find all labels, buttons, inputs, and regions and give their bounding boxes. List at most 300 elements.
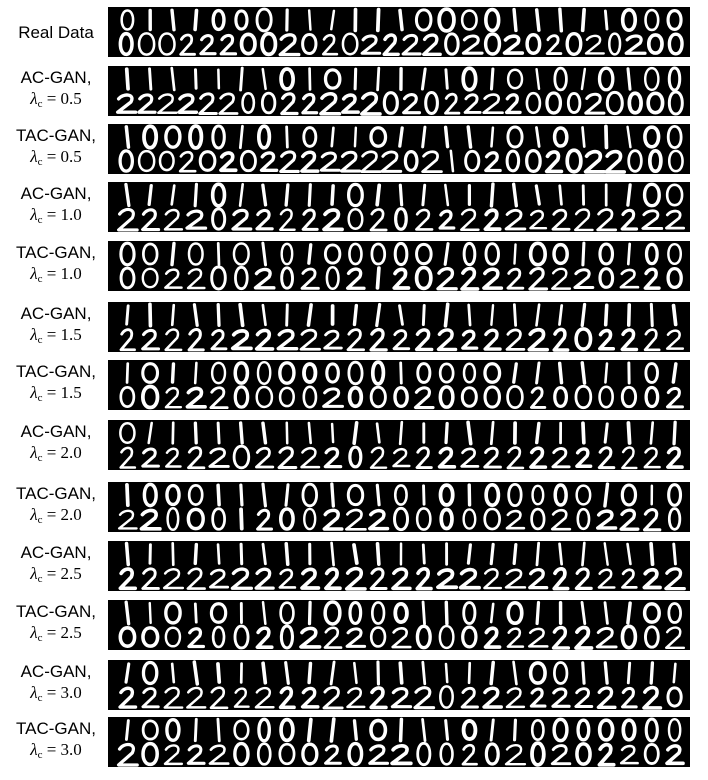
digit-glyph bbox=[418, 743, 430, 764]
digit-glyph bbox=[582, 69, 585, 89]
digit-glyph bbox=[200, 94, 216, 114]
digit-glyph bbox=[143, 210, 159, 230]
digit-glyph bbox=[241, 423, 243, 443]
digit-glyph bbox=[126, 721, 128, 740]
digit-glyph bbox=[139, 95, 155, 112]
digit-glyph bbox=[418, 364, 430, 383]
digit-glyph bbox=[371, 721, 385, 740]
digit-glyph bbox=[484, 569, 500, 588]
digit-glyph bbox=[281, 152, 298, 172]
digit-glyph bbox=[120, 628, 134, 646]
row-label bbox=[6, 717, 106, 767]
digit-glyph bbox=[143, 269, 158, 287]
digit-glyph bbox=[554, 719, 567, 740]
digit-glyph bbox=[166, 330, 182, 350]
digit-glyph bbox=[668, 388, 683, 406]
digit-glyph bbox=[286, 485, 288, 505]
digit-glyph bbox=[309, 185, 310, 206]
digit-glyph bbox=[392, 746, 411, 764]
digit-glyph bbox=[382, 152, 401, 171]
digit-glyph bbox=[484, 269, 501, 288]
digit-glyph bbox=[394, 331, 409, 349]
digit-glyph bbox=[527, 93, 540, 113]
digit-glyph bbox=[241, 68, 243, 90]
digit-glyph bbox=[446, 34, 459, 54]
digit-glyph bbox=[355, 128, 356, 146]
digit-glyph bbox=[505, 36, 523, 53]
digit-glyph bbox=[537, 363, 539, 383]
digit-glyph bbox=[532, 743, 544, 765]
digit-glyph bbox=[119, 744, 138, 764]
digit-glyph bbox=[195, 70, 196, 88]
digit-glyph bbox=[121, 330, 135, 350]
digit-glyph bbox=[143, 569, 159, 589]
digit-glyph bbox=[468, 127, 470, 147]
digit-glyph bbox=[143, 744, 157, 765]
digit-glyph bbox=[181, 35, 195, 54]
digit-glyph bbox=[668, 244, 680, 264]
digit-glyph bbox=[462, 688, 477, 707]
digit-glyph bbox=[279, 448, 296, 468]
digit-glyph bbox=[582, 602, 585, 623]
digit-glyph bbox=[575, 209, 592, 229]
digit-glyph bbox=[235, 267, 247, 288]
digit-glyph bbox=[462, 11, 476, 30]
digit-glyph bbox=[423, 185, 425, 205]
digit-glyph bbox=[210, 746, 228, 764]
digit-glyph bbox=[426, 93, 438, 114]
digit-glyph bbox=[486, 628, 500, 647]
digit-glyph bbox=[180, 152, 195, 171]
digit-glyph bbox=[187, 688, 205, 707]
digit-glyph bbox=[195, 719, 196, 740]
digit-glyph bbox=[165, 688, 182, 708]
digit-glyph bbox=[127, 306, 128, 324]
digit-glyph bbox=[371, 569, 386, 589]
digit-glyph bbox=[281, 626, 292, 648]
row-lambda-value: $\lambda_c = 1.5$ bbox=[30, 325, 82, 346]
sample-row bbox=[0, 360, 708, 410]
digit-glyph bbox=[446, 423, 447, 442]
digit-glyph bbox=[126, 602, 128, 624]
digit-glyph bbox=[600, 387, 613, 407]
digit-glyph bbox=[213, 209, 225, 229]
row-label bbox=[6, 541, 106, 591]
digit-glyph bbox=[491, 544, 493, 563]
digit-glyph bbox=[257, 211, 272, 229]
digit-glyph bbox=[578, 720, 589, 740]
digit-glyph bbox=[120, 151, 132, 171]
digit-glyph bbox=[468, 422, 471, 443]
digit-glyph bbox=[349, 184, 363, 205]
digit-glyph bbox=[416, 10, 431, 30]
sample-row bbox=[0, 7, 708, 57]
digit-samples-image bbox=[108, 302, 690, 352]
digit-glyph bbox=[213, 11, 224, 30]
digit-glyph bbox=[166, 388, 181, 407]
digit-glyph bbox=[567, 150, 581, 172]
digit-glyph bbox=[628, 603, 630, 623]
digit-glyph bbox=[143, 662, 156, 683]
row-label bbox=[6, 600, 106, 650]
digit-glyph bbox=[168, 508, 179, 529]
digit-glyph bbox=[303, 35, 316, 54]
digit-glyph bbox=[263, 69, 266, 89]
digit-glyph bbox=[537, 603, 538, 624]
digit-glyph bbox=[536, 128, 539, 147]
digit-glyph bbox=[371, 688, 386, 707]
digit-glyph bbox=[370, 511, 388, 529]
digit-glyph bbox=[646, 10, 659, 30]
digit-glyph bbox=[650, 151, 661, 171]
digit-glyph bbox=[553, 689, 569, 706]
row-lambda-value: $\lambda_c = 2.0$ bbox=[30, 505, 82, 526]
digit-glyph bbox=[508, 448, 523, 468]
digit-glyph bbox=[463, 68, 475, 90]
digit-glyph bbox=[651, 304, 652, 325]
row-label bbox=[6, 241, 106, 291]
digit-glyph bbox=[172, 305, 173, 325]
digit-glyph bbox=[465, 95, 480, 113]
sample-row bbox=[0, 302, 708, 352]
digit-glyph bbox=[628, 69, 630, 89]
digit-glyph bbox=[331, 719, 333, 741]
digit-glyph bbox=[235, 363, 247, 383]
digit-glyph bbox=[554, 627, 569, 647]
digit-glyph bbox=[372, 244, 385, 264]
digit-glyph bbox=[262, 34, 275, 55]
digit-glyph bbox=[118, 95, 136, 112]
digit-glyph bbox=[439, 9, 454, 31]
digit-glyph bbox=[536, 186, 539, 204]
digit-glyph bbox=[461, 210, 478, 230]
digit-glyph bbox=[166, 628, 180, 647]
digit-glyph bbox=[218, 719, 219, 741]
digit-glyph bbox=[605, 543, 608, 564]
digit-glyph bbox=[577, 486, 590, 505]
digit-glyph bbox=[355, 69, 356, 89]
digit-glyph bbox=[560, 363, 562, 382]
digit-glyph bbox=[235, 721, 249, 739]
digit-glyph bbox=[586, 152, 605, 172]
digit-glyph bbox=[649, 35, 662, 53]
digit-glyph bbox=[189, 243, 203, 264]
digit-glyph bbox=[179, 95, 196, 112]
digit-glyph bbox=[537, 10, 539, 30]
digit-glyph bbox=[622, 570, 636, 588]
digit-samples-image bbox=[108, 182, 690, 232]
digit-glyph bbox=[362, 36, 380, 53]
digit-glyph bbox=[530, 570, 547, 588]
row-model-name: TAC-GAN, bbox=[16, 362, 96, 381]
digit-samples-image bbox=[108, 66, 690, 116]
digit-glyph bbox=[343, 34, 357, 54]
digit-glyph bbox=[400, 663, 401, 683]
row-model-name: AC-GAN, bbox=[20, 184, 92, 203]
digit-glyph bbox=[628, 663, 629, 683]
digit-glyph bbox=[281, 69, 293, 89]
digit-glyph bbox=[256, 448, 272, 467]
digit-glyph bbox=[232, 569, 251, 588]
digit-glyph bbox=[126, 127, 128, 147]
digit-glyph bbox=[417, 569, 431, 589]
row-lambda-value: $\lambda_c = 1.5$ bbox=[30, 383, 82, 404]
digit-glyph bbox=[303, 94, 317, 112]
digit-glyph bbox=[243, 93, 254, 112]
digit-glyph bbox=[286, 663, 289, 684]
row-model-name: TAC-GAN, bbox=[16, 243, 96, 262]
digit-glyph bbox=[211, 388, 227, 408]
digit-glyph bbox=[263, 305, 266, 325]
digit-glyph bbox=[423, 305, 424, 324]
digit-glyph bbox=[234, 446, 249, 468]
digit-glyph bbox=[668, 688, 681, 706]
digit-glyph bbox=[236, 11, 247, 29]
digit-glyph bbox=[506, 745, 525, 764]
digit-glyph bbox=[423, 152, 442, 172]
digit-glyph bbox=[552, 510, 570, 529]
digit-glyph bbox=[514, 662, 517, 684]
digit-glyph bbox=[309, 663, 310, 682]
digit-glyph bbox=[629, 305, 630, 325]
digit-glyph bbox=[645, 627, 658, 647]
digit-glyph bbox=[286, 544, 288, 565]
row-lambda-value: $\lambda_c = 2.0$ bbox=[30, 443, 82, 464]
digit-glyph bbox=[583, 10, 584, 31]
digit-glyph bbox=[554, 329, 567, 350]
digit-glyph bbox=[621, 270, 638, 287]
digit-glyph bbox=[150, 603, 151, 623]
digit-glyph bbox=[189, 629, 203, 647]
digit-glyph bbox=[371, 628, 385, 647]
row-label bbox=[6, 182, 106, 232]
digit-glyph bbox=[599, 745, 613, 765]
digit-glyph bbox=[394, 269, 408, 288]
digit-glyph bbox=[628, 185, 630, 205]
digit-glyph bbox=[304, 128, 316, 147]
digit-glyph bbox=[195, 423, 196, 443]
digit-glyph bbox=[507, 95, 520, 113]
digit-glyph bbox=[466, 151, 479, 170]
digit-glyph bbox=[440, 364, 453, 382]
digit-glyph bbox=[235, 387, 247, 407]
row-model-name: TAC-GAN, bbox=[16, 602, 96, 621]
digit-glyph bbox=[194, 305, 197, 326]
digit-glyph bbox=[349, 244, 361, 264]
digit-glyph bbox=[583, 663, 584, 683]
digit-glyph bbox=[605, 11, 607, 29]
digit-glyph bbox=[547, 93, 560, 113]
digit-glyph bbox=[667, 185, 682, 205]
digit-glyph bbox=[354, 545, 357, 563]
digit-glyph bbox=[172, 186, 174, 205]
digit-glyph bbox=[446, 70, 447, 89]
digit-glyph bbox=[172, 243, 174, 264]
digit-glyph bbox=[440, 387, 453, 407]
digit-glyph bbox=[143, 364, 158, 383]
row-label bbox=[6, 66, 106, 116]
digit-glyph bbox=[331, 662, 334, 684]
digit-glyph bbox=[280, 210, 294, 230]
digit-glyph bbox=[395, 485, 406, 504]
digit-glyph bbox=[531, 448, 545, 467]
digit-glyph bbox=[404, 95, 420, 113]
digit-glyph bbox=[463, 36, 482, 53]
digit-glyph bbox=[188, 569, 205, 589]
digit-glyph bbox=[257, 330, 273, 349]
digit-glyph bbox=[282, 94, 297, 114]
sample-row bbox=[0, 124, 708, 174]
digit-glyph bbox=[218, 243, 219, 264]
digit-glyph bbox=[258, 362, 270, 384]
digit-glyph bbox=[240, 126, 242, 148]
digit-glyph bbox=[325, 331, 342, 348]
digit-glyph bbox=[362, 152, 381, 172]
digit-glyph bbox=[646, 719, 657, 741]
digit-glyph bbox=[241, 151, 255, 170]
digit-glyph bbox=[393, 628, 411, 647]
digit-glyph bbox=[441, 509, 452, 528]
digit-glyph bbox=[194, 662, 197, 684]
digit-glyph bbox=[463, 745, 477, 764]
digit-glyph bbox=[378, 544, 379, 564]
digit-glyph bbox=[240, 184, 243, 205]
digit-glyph bbox=[622, 210, 636, 229]
digit-glyph bbox=[424, 486, 425, 504]
digit-sample-strip bbox=[108, 360, 690, 410]
digit-glyph bbox=[462, 268, 478, 288]
digit-samples-image bbox=[108, 241, 690, 291]
digit-glyph bbox=[350, 603, 361, 624]
digit-glyph bbox=[555, 388, 567, 407]
digit-glyph bbox=[578, 509, 589, 529]
digit-glyph bbox=[287, 127, 288, 147]
digit-glyph bbox=[325, 628, 341, 648]
digit-glyph bbox=[257, 9, 271, 31]
digit-glyph bbox=[370, 746, 388, 763]
digit-glyph bbox=[371, 330, 386, 350]
digit-glyph bbox=[144, 126, 156, 148]
digit-glyph bbox=[606, 127, 607, 148]
digit-samples-image bbox=[108, 360, 690, 410]
digit-glyph bbox=[583, 423, 584, 442]
digit-glyph bbox=[235, 626, 248, 648]
digit-glyph bbox=[221, 35, 235, 53]
digit-glyph bbox=[527, 151, 540, 172]
digit-glyph bbox=[302, 569, 318, 588]
digit-glyph bbox=[377, 424, 379, 443]
digit-glyph bbox=[303, 210, 317, 229]
digit-glyph bbox=[143, 721, 157, 739]
digit-glyph bbox=[213, 509, 225, 530]
digit-glyph bbox=[553, 210, 569, 229]
row-lambda-value: $\lambda_c = 1.0$ bbox=[30, 205, 82, 226]
digit-glyph bbox=[417, 626, 430, 647]
digit-glyph bbox=[415, 688, 434, 708]
digit-glyph bbox=[309, 423, 311, 443]
digit-glyph bbox=[462, 449, 478, 467]
digit-glyph bbox=[377, 268, 378, 288]
digit-glyph bbox=[514, 184, 517, 206]
digit-glyph bbox=[200, 152, 215, 171]
digit-glyph bbox=[350, 388, 362, 407]
digit-glyph bbox=[464, 509, 476, 528]
digit-glyph bbox=[121, 268, 134, 288]
digit-glyph bbox=[396, 209, 407, 230]
digit-glyph bbox=[393, 569, 410, 588]
digit-glyph bbox=[235, 689, 249, 707]
digit-glyph bbox=[303, 688, 318, 706]
digit-glyph bbox=[144, 484, 156, 505]
digit-glyph bbox=[213, 126, 224, 148]
row-label bbox=[6, 482, 106, 532]
digit-glyph bbox=[166, 603, 180, 623]
digit-sample-strip bbox=[108, 660, 690, 710]
digit-glyph bbox=[507, 330, 524, 349]
digit-glyph bbox=[304, 364, 315, 382]
digit-glyph bbox=[348, 269, 364, 288]
digit-glyph bbox=[668, 126, 681, 147]
digit-glyph bbox=[212, 267, 226, 289]
digit-glyph bbox=[600, 244, 613, 264]
digit-glyph bbox=[529, 330, 547, 350]
digit-glyph bbox=[446, 94, 459, 113]
digit-glyph bbox=[644, 570, 660, 588]
digit-glyph bbox=[346, 510, 365, 529]
digit-glyph bbox=[515, 720, 516, 740]
digit-glyph bbox=[445, 185, 448, 205]
digit-glyph bbox=[645, 330, 659, 350]
sample-row bbox=[0, 541, 708, 591]
digit-glyph bbox=[354, 306, 356, 325]
digit-glyph bbox=[127, 69, 128, 89]
digit-glyph bbox=[139, 151, 154, 171]
digit-glyph bbox=[645, 184, 660, 205]
digit-glyph bbox=[440, 211, 454, 228]
digit-glyph bbox=[622, 485, 635, 505]
digit-glyph bbox=[491, 305, 493, 325]
digit-glyph bbox=[405, 152, 417, 171]
digit-glyph bbox=[669, 92, 682, 114]
digit-glyph bbox=[121, 243, 134, 265]
digit-glyph bbox=[286, 185, 288, 205]
digit-glyph bbox=[373, 362, 384, 384]
digit-sample-strip bbox=[108, 302, 690, 352]
digit-glyph bbox=[347, 688, 364, 706]
digit-glyph bbox=[622, 387, 635, 406]
digit-glyph bbox=[303, 744, 317, 764]
digit-glyph bbox=[218, 423, 219, 443]
digit-glyph bbox=[348, 330, 364, 350]
digit-samples-image bbox=[108, 420, 690, 470]
digit-glyph bbox=[233, 210, 251, 229]
digit-glyph bbox=[241, 544, 242, 563]
row-model-name: AC-GAN, bbox=[20, 662, 92, 681]
digit-glyph bbox=[166, 449, 180, 467]
digit-glyph bbox=[188, 269, 204, 288]
digit-sample-strip bbox=[108, 420, 690, 470]
digit-glyph bbox=[242, 34, 255, 53]
digit-glyph bbox=[600, 331, 613, 349]
digit-glyph bbox=[258, 744, 270, 765]
digit-glyph bbox=[576, 627, 591, 647]
digit-glyph bbox=[623, 720, 634, 740]
digit-glyph bbox=[530, 269, 547, 289]
digit-glyph bbox=[552, 269, 570, 289]
digit-glyph bbox=[395, 388, 407, 407]
digit-glyph bbox=[212, 330, 226, 348]
digit-glyph bbox=[281, 720, 293, 741]
